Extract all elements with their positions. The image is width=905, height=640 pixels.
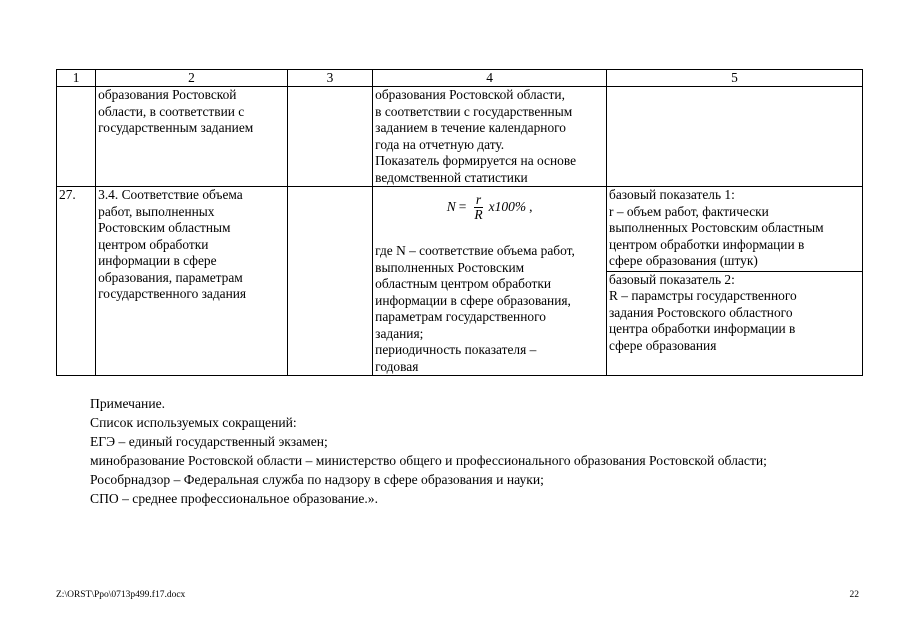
- cont-cell-indicator: образования Ростовской области, в соответствии с государственным заданием: [96, 87, 288, 187]
- indicator-table: [56, 69, 863, 376]
- row27-indicator-line: центром обработки: [98, 236, 209, 252]
- base1-line: выполненных Ростовским областным: [609, 220, 824, 235]
- header-col-2: 2: [96, 70, 288, 87]
- notes-abbrev-item: минобразование Ростовской области – министерство общего и профессионального образования Ростовской области;: [90, 453, 767, 468]
- row27-base: [607, 187, 863, 376]
- formula-lhs: N: [446, 198, 456, 214]
- formula-equals: =: [458, 198, 467, 214]
- formula-numerator: r: [475, 191, 482, 207]
- header-col-1: 1: [57, 70, 96, 87]
- cont-method-line: Показатель формируется на основе: [375, 153, 577, 168]
- row27-indicator-line: информации в сфере: [98, 253, 217, 268]
- row27-empty: [287, 187, 372, 376]
- table-header-row: [57, 70, 863, 87]
- row27-indicator-line: 3.4. Соответствие объема: [98, 187, 243, 202]
- notes-abbrev-title: Список используемых сокращений:: [90, 415, 297, 430]
- header-col-3: 3: [287, 70, 372, 87]
- notes-abbrev-item: ЕГЭ – единый государственный экзамен;: [90, 434, 328, 449]
- formula-tail: ,: [529, 198, 533, 214]
- row27-indicator-line: государственного задания: [98, 286, 247, 301]
- footer-file-path: Z:\ORST\Ppo\0713p499.f17.docx: [56, 590, 186, 600]
- cont-cell-base: [607, 87, 863, 187]
- base2-line: базовый показатель 2:: [609, 271, 735, 287]
- row27-method-line: параметрам государственного: [375, 309, 546, 324]
- row27-method-line: областным центром обработки: [375, 276, 551, 291]
- base1-line: базовый показатель 1:: [609, 187, 735, 202]
- row27-indicator-line: работ, выполненных: [98, 203, 215, 219]
- base1-line: r – объем работ, фактически: [609, 203, 769, 219]
- notes-block: [90, 394, 767, 508]
- table-row-27: [57, 187, 863, 376]
- formula-fraction: [472, 193, 484, 222]
- base-indicator-2: [609, 272, 860, 355]
- row27-method-line: информации в сфере образования,: [375, 292, 571, 308]
- row27-indicator: [96, 187, 288, 376]
- row27-indicator-line: образования, параметрам: [98, 269, 243, 285]
- header-col-4: 4: [373, 70, 607, 87]
- table-row-continuation: [57, 87, 863, 187]
- cont-method-line: заданием в течение календарного: [375, 120, 566, 135]
- header-col-5: 5: [607, 70, 863, 87]
- base1-line: сфере образования (штук): [609, 253, 758, 268]
- row27-indicator-line: Ростовским областным: [98, 220, 231, 235]
- base2-line: задания Ростовского областного: [609, 304, 793, 320]
- cont-method-line: ведомственной статистики: [375, 169, 528, 185]
- base2-line: сфере образования: [609, 337, 717, 353]
- base2-line: R – парамстры государственного: [609, 288, 797, 303]
- notes-heading: Примечание.: [90, 396, 166, 411]
- row27-method-line: где N – соответствие объема работ,: [375, 243, 575, 258]
- notes-abbrev-item: СПО – среднее профессиональное образование.».: [90, 491, 378, 506]
- cont-method-line: образования Ростовской области,: [375, 87, 565, 102]
- notes-abbrev-item: Рособрнадзор – Федеральная служба по надзору в сфере образования и науки;: [90, 472, 544, 487]
- row27-method-line: выполненных Ростовским: [375, 259, 525, 275]
- row27-method-line: годовая: [375, 358, 419, 374]
- formula-denominator: R: [474, 206, 483, 222]
- cont-method-line: в соответствии с государственным: [375, 103, 573, 119]
- row27-method: [373, 187, 607, 376]
- formula: [375, 187, 604, 227]
- cont-cell-empty: [287, 87, 372, 187]
- row27-method-line: периодичность показателя –: [375, 342, 537, 357]
- cont-method-line: года на отчетную дату.: [375, 136, 505, 152]
- base2-line: центра обработки информации в: [609, 321, 796, 336]
- base1-line: центром обработки информации в: [609, 236, 805, 252]
- cont-cell-num: [57, 87, 96, 187]
- cont-cell-method: [373, 87, 607, 187]
- row27-num: 27.: [57, 187, 96, 376]
- formula-multiplier: x100%: [488, 198, 527, 214]
- footer-page-number: 22: [849, 590, 859, 600]
- row27-method-line: задания;: [375, 325, 424, 341]
- base-indicator-1: [607, 187, 862, 272]
